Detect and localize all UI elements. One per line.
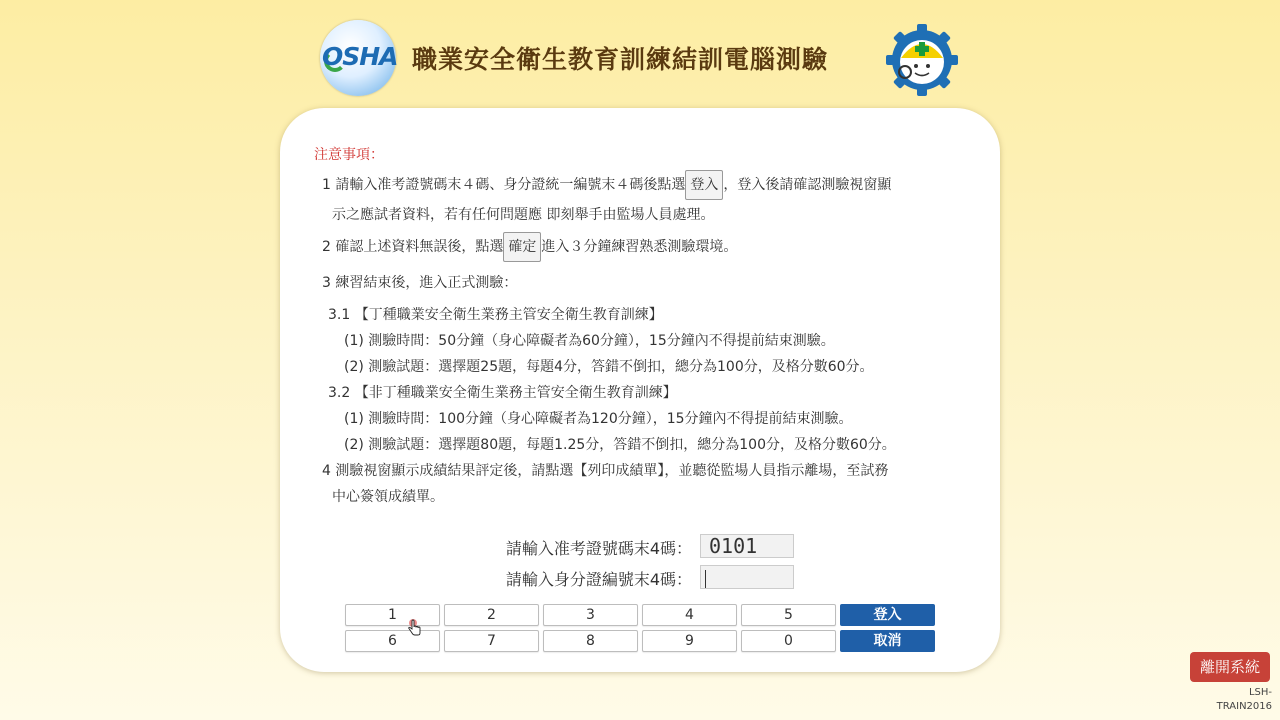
inline-confirm-button: 確定 <box>503 232 541 262</box>
instructions-card <box>280 108 1000 672</box>
note-item-3-1-questions: (2) 測驗試題：選擇題25題，每題4分，答錯不倒扣，總分為100分，及格分數60分。 <box>344 359 874 375</box>
note-item-3-2-questions: (2) 測驗試題：選擇題80題，每題1.25分，答錯不倒扣，總分為100分，及格分數60分。 <box>344 437 896 453</box>
keypad-key-5[interactable]: 5 <box>741 604 836 626</box>
text-caret <box>705 570 706 588</box>
keypad-key-2[interactable]: 2 <box>444 604 539 626</box>
keypad-key-7[interactable]: 7 <box>444 630 539 652</box>
keypad-key-6[interactable]: 6 <box>345 630 440 652</box>
note-item-1-line2: 示之應試者資料，若有任何問題應 即刻舉手由監場人員處理。 <box>332 207 715 223</box>
id-number-input[interactable] <box>700 565 794 589</box>
hand-pointer-cursor-icon <box>406 618 422 638</box>
id-number-row <box>280 565 1000 591</box>
header <box>0 18 1280 98</box>
note-item-3-2-title: 3.2 【非丁種職業安全衛生業務主管安全衛生教育訓練】 <box>328 385 677 401</box>
note-item-1-text: 1 請輸入准考證號碼末４碼、身分證統一編號末４碼後點選 <box>322 177 686 193</box>
note-item-4: 4 測驗視窗顯示成績結果評定後，請點選【列印成績單】，並聽從監場人員指示離場，至試務 <box>322 463 889 479</box>
note-item-2 <box>314 228 974 266</box>
note-item-3: 3 練習結束後，進入正式測驗： <box>322 275 518 291</box>
note-item-3-2-time: (1) 測驗時間：100分鐘（身心障礙者為120分鐘），15分鐘內不得提前結束測驗。 <box>344 411 853 427</box>
exit-system-button[interactable]: 離開系統 <box>1190 652 1270 682</box>
login-button[interactable]: 登入 <box>840 604 935 626</box>
id-number-label: 請輸入身分證編號末4碼： <box>505 570 692 589</box>
note-item-1-suffix: ，登入後請確認測驗視窗顯 <box>723 177 892 193</box>
notes-section <box>314 142 974 510</box>
note-item-1 <box>314 168 974 202</box>
keypad-key-4[interactable]: 4 <box>642 604 737 626</box>
cancel-button[interactable]: 取消 <box>840 630 935 652</box>
note-item-3-1-title: 3.1 【丁種職業安全衛生業務主管安全衛生教育訓練】 <box>328 307 663 323</box>
version-line-1: LSH- <box>1248 687 1272 698</box>
keypad-key-3[interactable]: 3 <box>543 604 638 626</box>
note-item-3-1-time: (1) 測驗時間：50分鐘（身心障礙者為60分鐘），15分鐘內不得提前結束測驗。 <box>344 333 835 349</box>
exam-number-label: 請輸入准考證號碼末4碼： <box>505 539 692 558</box>
note-item-2-text: 2 確認上述資料無誤後，點選 <box>322 239 504 255</box>
keypad-key-0[interactable]: 0 <box>741 630 836 652</box>
safety-helmet-gear-icon <box>884 22 960 98</box>
osha-logo <box>320 20 396 96</box>
exam-number-row <box>280 534 1000 560</box>
keypad-key-8[interactable]: 8 <box>543 630 638 652</box>
version-line-2: TRAIN2016 <box>1216 701 1272 712</box>
osha-logo-text: OSHA <box>322 42 398 71</box>
version-label <box>1217 686 1272 714</box>
exam-number-input[interactable]: 0101 <box>700 534 794 558</box>
note-item-2-suffix: 進入３分鐘練習熟悉測驗環境。 <box>541 239 738 255</box>
notes-heading: 注意事項： <box>314 147 384 163</box>
inline-login-button: 登入 <box>685 170 723 200</box>
keypad-key-9[interactable]: 9 <box>642 630 737 652</box>
note-item-4-line2: 中心簽領成績單。 <box>332 489 444 505</box>
page-title: 職業安全衛生教育訓練結訓電腦測驗 <box>412 45 829 74</box>
keypad-key-1[interactable]: 1 <box>345 604 440 626</box>
